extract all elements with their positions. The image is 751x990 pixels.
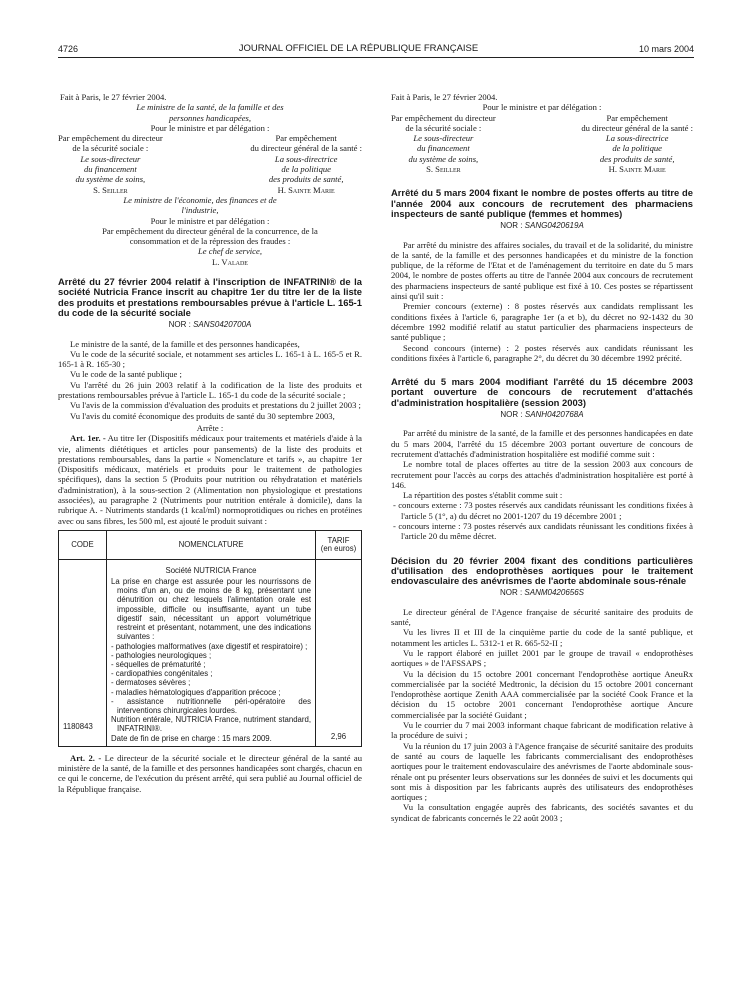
paragraph: Le directeur général de l'Agence française de sécurité sanitaire des produits de santé, — [391, 606, 693, 628]
indication-item: - assistance nutritionnelle péri-opératoire des interventions chirurgicales lourdes. — [111, 696, 311, 715]
paragraph: Le nombre total de places offertes au titre de la session 2003 aux concours de recrutement pour l'accès au corps des attachés d'administration hospitalière est porté à 146. — [391, 459, 693, 490]
indication-item: - dermatoses sévères ; — [111, 678, 191, 688]
article-title: Arrêté du 5 mars 2004 modifiant l'arrêté du 15 décembre 2003 portant ouverture de concours de recrutement d'attachés d'administration hospitalière (session 2003) — [391, 376, 693, 408]
eco-minister-title: Le ministre de l'économie, des finances et de l'industrie, — [123, 194, 277, 216]
article-label: Art. 1er. - — [70, 433, 106, 444]
table-row — [59, 559, 362, 746]
nor-label: NOR : — [168, 320, 194, 330]
dgccrf-line: Par empêchement du directeur général de la concurrence, de la consommation et de la répression des fraudes : — [102, 225, 318, 247]
nor-code: SANH0420768A — [524, 410, 584, 420]
delegation: Pour le ministre et par délégation : — [150, 215, 270, 226]
sig-line: Par empêchement — [606, 112, 668, 123]
sig-line: du directeur général de la santé : — [250, 143, 362, 154]
nor-label: NOR : — [500, 410, 525, 420]
paragraph: Premier concours (externe) : 8 postes réservés aux candidats remplissant les conditions fixées à l'article 6, paragraphe 1er (a et b), du décret no 92-1432 du 30 décembre 1992 modifié relatif au statut particulier des pharmaciens inspecteurs de santé publique ; — [391, 301, 693, 343]
nor-reference — [391, 221, 693, 231]
code-cell — [59, 559, 107, 746]
sig-line: de la sécurité sociale : — [405, 122, 482, 133]
paragraph: Second concours (interne) : 2 postes réservés aux candidats réunissant les conditions fixées à l'article 6, paragraphe 2°, du décret du 30 décembre 1992 précité. — [391, 342, 693, 363]
paragraph: Vu le rapport élaboré en juillet 2001 par le groupe de travail « endoprothèses aortiques » de l'AFSSAPS ; — [391, 647, 693, 669]
nor-reference — [391, 410, 693, 420]
signature-block — [391, 113, 693, 175]
paragraph: Vu l'arrêté du 26 juin 2003 relatif à la codification de la liste des produits et prestations remboursables prévue à l'article L. 165-1 du code de la sécurité sociale ; — [58, 379, 362, 401]
indication-item: - maladies hématologiques d'apparition précoce ; — [111, 687, 281, 697]
journal-title: JOURNAL OFFICIEL DE LA RÉPUBLIQUE FRANÇAISE — [238, 42, 479, 54]
signatory-name: H. Sainte Marie — [277, 184, 335, 195]
signatory-name: S. Seiller — [93, 184, 128, 195]
delegation: Pour le ministre et par délégation : — [482, 102, 602, 113]
product-line: Nutrition entérale, NUTRICIA France, nutriment standard, INFATRINI®. — [111, 715, 311, 734]
sig-line: de la sécurité sociale : — [72, 143, 149, 154]
product-code: 1180843 — [63, 721, 93, 731]
paragraph: Vu l'avis de la commission d'évaluation des produits et prestations du 2 juillet 2003 ; — [70, 400, 361, 411]
nor-reference — [391, 588, 693, 598]
chef-name: L. Valade — [212, 256, 248, 267]
condition-text: La prise en charge est assurée pour les nourrissons de moins d'un an, ou de moins de 8 kg, présentant une dénutrition ou chez lesquels l'alimentation orale est impossible, difficile ou insuffisante, ayant un tube digestif sain, nécessitant un apport volumétrique restreint et présentant, notamment, une des indications suivantes : — [111, 577, 311, 642]
indication-item: - pathologies neurologiques ; — [111, 650, 212, 660]
sig-line: Par empêchement — [275, 133, 337, 144]
paragraph: Vu les livres II et III de la cinquième partie du code de la santé publique, et notamment les articles L. 5312-1 et R. 665-52-II ; — [391, 627, 693, 648]
nomenclature-table — [58, 530, 362, 747]
paragraph: Vu la consultation engagée auprès des fabricants, des sociétés savantes et du syndicat de fabricants concernés le 22 août 2003 ; — [391, 802, 693, 823]
signature-right — [581, 113, 693, 175]
sig-line: Le sous-directeur — [80, 153, 141, 164]
list-item: - concours interne : 73 postes réservés aux candidats réunissant les conditions fixées à l'article 20 du même décret. — [393, 520, 693, 542]
sig-line: du financement — [84, 164, 137, 175]
sig-line: du système de soins, — [408, 153, 479, 164]
nor-code: SANG0420619A — [524, 221, 584, 231]
nor-label: NOR : — [499, 588, 525, 598]
sig-line: de la politique — [612, 143, 662, 154]
price-value: 2,96 — [330, 731, 347, 741]
paragraph: Par arrêté du ministre de la santé, de la famille et des personnes handicapées en date du 5 mars 2004, l'arrêté du 15 décembre 2003 portant ouverture de concours de recrutement d'attachés d'administration hospitalière est modifié comme suit : — [391, 428, 693, 459]
signature-place-date: Fait à Paris, le 27 février 2004. — [60, 92, 167, 102]
indication-item: - pathologies malformatives (axe digestif et respiratoire) ; — [111, 641, 308, 651]
sig-line: du financement — [417, 143, 470, 154]
sig-line: La sous-directrice — [605, 133, 669, 144]
indication-item: - cardiopathies congénitales ; — [111, 669, 213, 679]
paragraph: Vu le code de la santé publique ; — [70, 369, 182, 380]
article-text: Le directeur de la sécurité sociale et le directeur général de la santé au ministère de la santé, de la famille et des personnes handicapées sont chargés, chacun en ce qui le concerne, de l'exécution du présent arrêté, qui sera publié au Journal officiel de la République française. — [58, 752, 362, 794]
price-cell — [316, 559, 362, 746]
article-text: Au titre Ier (Dispositifs médicaux pour traitements et matériels d'aide à la vie, aliments diététiques et articles pour pansements) de la liste des produits et prestations remboursables, dans la partie « Nomenclature et tarifs », au chapitre 1er (Dispositifs médicaux, matériels et produits pour le traitement de pathologies spécifiques), dans la section 5 (Produits pour nutrition ou réhydratation et matériels d'administration), à la sous-section 2 (Alimentation non physiologique et prestations associées), au paragraphe 2 (Nutriments pour nutrition entérale à domicile), dans la rubrique A. - Nutriments standards (1 kcal/ml) normoprotidiques ou riches en protéines avec ou sans fibres, les 500 ml, est ajouté le produit suivant : — [58, 433, 362, 526]
nor-code: SANM0420656S — [524, 588, 585, 598]
table-header-row — [59, 530, 362, 559]
signature-left — [391, 113, 496, 175]
issue-date: 10 mars 2004 — [638, 43, 694, 54]
header-rule — [58, 57, 694, 58]
left-column — [58, 92, 362, 794]
signature-block — [58, 133, 362, 195]
page-number: 4726 — [58, 43, 79, 54]
paragraph: Vu la réunion du 17 juin 2003 à l'Agence française de sécurité sanitaire des produits de santé au cours de laquelle les fabricants commercialisant des endoprothèses aortiques pour le traitement endovasculaire des anévrismes de l'aorte abdominale sous-rénale ont pu présenter leurs observations sur les données de suivi et les documents qui sont mis à disposition par les fabricants auprès des utilisateurs des endoprothèses aortiques ; — [391, 740, 693, 803]
sig-line: des produits de santé, — [599, 153, 675, 164]
article-2 — [58, 753, 362, 794]
sig-line: La sous-directrice — [274, 153, 338, 164]
sig-line: de la politique — [281, 164, 331, 175]
paragraph: Le ministre de la santé, de la famille et des personnes handicapées, — [70, 338, 300, 349]
sig-line: des produits de santé, — [268, 174, 344, 185]
signature-place-date: Fait à Paris, le 27 février 2004. — [391, 92, 498, 102]
page-header — [58, 42, 694, 56]
nor-reference — [58, 320, 362, 330]
article-title: Arrêté du 5 mars 2004 fixant le nombre de postes offerts au titre de l'année 2004 aux concours de recrutement des pharmaciens inspecteurs de santé publique (femmes et hommes) — [391, 187, 693, 219]
sig-line: Le sous-directeur — [413, 133, 474, 144]
arrete-heading: Arrête : — [196, 422, 224, 433]
sig-line: Par empêchement du directeur — [391, 112, 496, 123]
sig-line: du directeur général de la santé : — [581, 122, 693, 133]
nomenclature-cell — [107, 559, 316, 746]
paragraph: Vu le courrier du 7 mai 2003 informant chaque fabricant de modification relative à la procédure de suivi ; — [391, 720, 693, 741]
signatory-name: S. Seiller — [426, 164, 461, 175]
article-title: Arrêté du 27 février 2004 relatif à l'inscription de INFATRINI® de la société Nutricia France inscrit au chapitre 1er du titre Ier de la liste des produits et prestations remboursables prévue à l'article L. 165-1 du code de la sécurité sociale — [58, 276, 362, 318]
article-title: Décision du 20 février 2004 fixant des conditions particulières d'utilisation des endoprothèses aortiques pour le traitement endovasculaire des anévrismes de l'aorte abdominale sous-rénale — [391, 554, 693, 587]
paragraph: Par arrêté du ministre des affaires sociales, du travail et de la solidarité, du ministre de la santé, de la famille et des personnes handicapées et du ministre de la fonction publique, de la réforme de l'Etat et de l'aménagement du territoire en date du 5 mars 2004, le nombre de postes offerts au titre de l'année 2004 aux concours de recrutement des pharmaciens inspecteurs de santé publique est fixé à 10. Ces postes se répartissent ainsi qu'il suit : — [391, 239, 693, 302]
column-header-nomenclature: NOMENCLATURE — [107, 530, 316, 559]
signature-right — [250, 133, 362, 195]
sig-line: du système de soins, — [75, 174, 146, 185]
column-header-tarif — [316, 530, 362, 559]
chef-title: Le chef de service, — [198, 246, 262, 257]
indication-item: - séquelles de prématurité ; — [111, 659, 206, 669]
signatory-name: H. Sainte Marie — [608, 164, 666, 175]
article-1 — [58, 433, 362, 526]
sig-line: Par empêchement du directeur — [58, 133, 163, 144]
paragraph: Vu la décision du 15 octobre 2001 concernant l'endoprothèse aortique AneuRx commercialisée par la société Medtronic, la décision du 15 octobre 2001 concernant l'endoprothèse aortique Zenith AAA commercialisée par la société Cook France et la décision du 15 octobre 2001 concernant l'endoprothèse aortique Ancure commercialisée par la société Guidant ; — [391, 668, 693, 720]
paragraph: Vu l'avis du comité économique des produits de santé du 30 septembre 2003, — [70, 410, 335, 421]
minister-title: Le ministre de la santé, de la famille et des personnes handicapées, — [136, 102, 284, 123]
delegation: Pour le ministre et par délégation : — [150, 122, 270, 133]
company-name: Société NUTRICIA France — [165, 565, 257, 575]
signature-left — [58, 133, 163, 195]
paragraph: Vu le code de la sécurité sociale, et notamment ses articles L. 165-1 à L. 165-5 et R. 165-1 à R. 165-30 ; — [58, 348, 362, 370]
end-date: Date de fin de prise en charge : 15 mars 2009. — [111, 733, 272, 743]
nor-code: SANS0420700A — [193, 320, 252, 330]
right-column — [391, 92, 693, 823]
paragraph: La répartition des postes s'établit comme suit : — [403, 490, 563, 501]
nor-label: NOR : — [500, 221, 525, 231]
column-header-code: CODE — [59, 530, 107, 559]
list-item: - concours externe : 73 postes réservés aux candidats réunissant les conditions fixées à l'article 5 (1°, a) du décret no 2001-1207 du 19 décembre 2001 ; — [393, 500, 693, 521]
article-label: Art. 2. - — [70, 752, 102, 763]
tarif-label: TARIF (en euros) — [320, 535, 357, 553]
